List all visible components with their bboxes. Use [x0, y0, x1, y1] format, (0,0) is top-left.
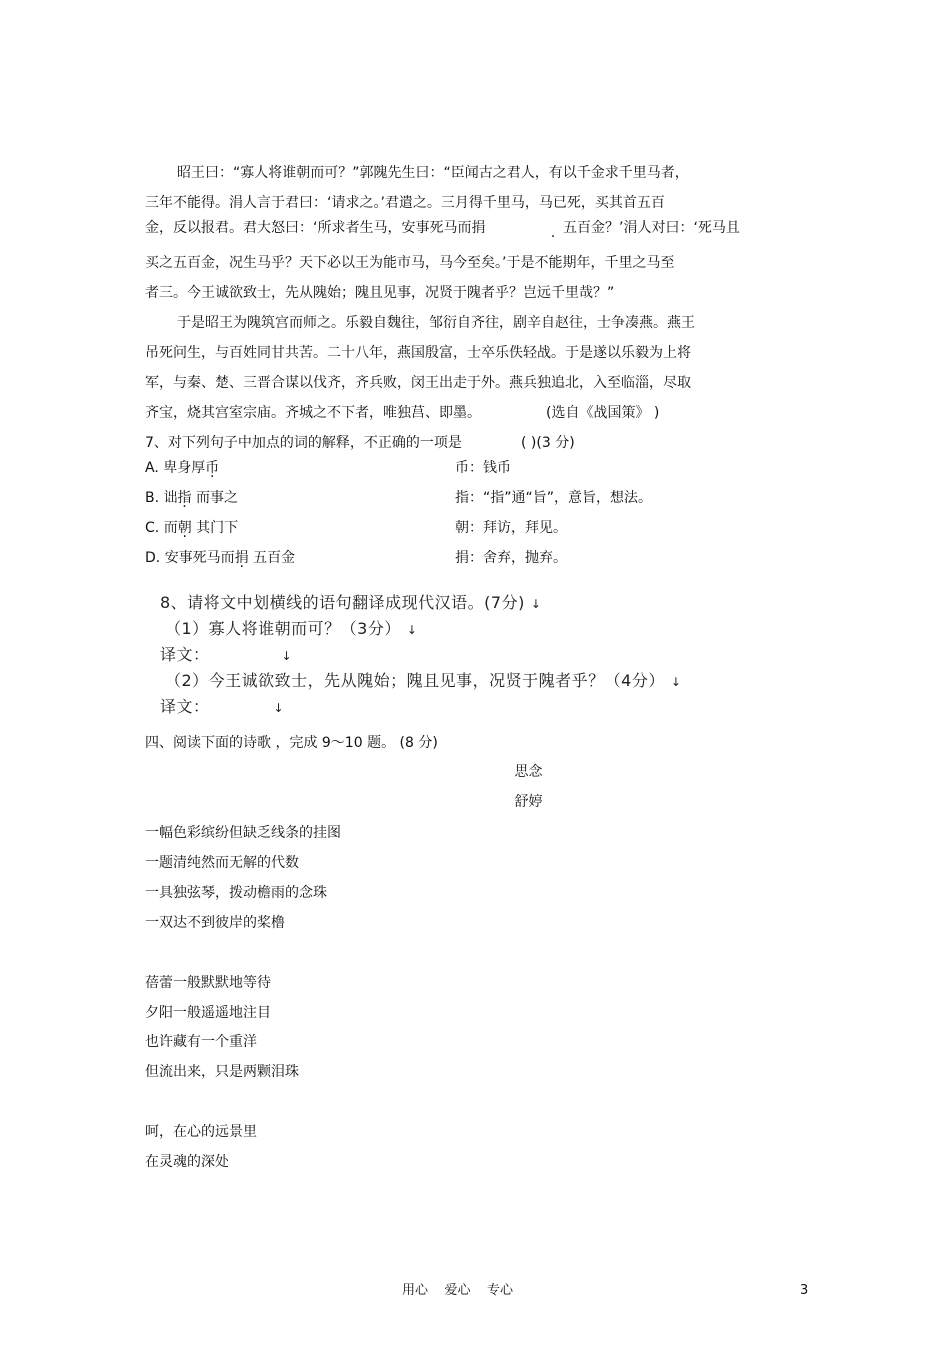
return-arrow-icon: ↓ [670, 675, 682, 689]
option-text: 其门下 [191, 520, 239, 536]
q8-stem-text: 8、请将文中划横线的语句翻译成现代汉语。(7分) [160, 593, 525, 612]
q8-sub2-text: （2）今王诚欲致士，先从隗始；隗且见事，况贤于隗者乎？（4分） [165, 671, 665, 690]
poem-line: 但流出来，只是两颗泪珠 [145, 1064, 299, 1080]
poem-line: 夕阳一般遥遥地注目 [145, 1005, 271, 1021]
page-number: 3 [800, 1283, 809, 1298]
dotted-word: 捐 [234, 550, 249, 566]
option-letter: B. [145, 490, 160, 506]
dotted-word: 币 [205, 460, 220, 476]
q7-stem: 7、对下列句子中加点的词的解释，不正确的一项是 [145, 435, 462, 451]
q7-option-a [145, 458, 219, 478]
option-letter: D. [145, 550, 161, 566]
option-text: 安事死马而 [164, 550, 235, 566]
passage-line: 于是昭王为隗筑宫而师之。乐毅自魏往，邹衍自齐往，剧辛自赵往，士争凑燕。燕王 [177, 315, 695, 331]
option-text: 而事之 [191, 490, 238, 506]
poem-line: 也许藏有一个重洋 [145, 1034, 257, 1050]
q8-trans1 [160, 644, 292, 667]
passage-line-tail: 五百金？’涓人对曰：‘死马且 [563, 220, 740, 236]
passage-line: 者三。今王诚欲致士，先从隗始；隗且见事，况贤于隗者乎？岂远千里哉？” [145, 285, 615, 301]
footer-motto: 用心 爱心 专心 [402, 1283, 514, 1298]
poem-author: 舒婷 [514, 794, 543, 810]
q7-option-d [145, 548, 295, 568]
passage-source: (选自《战国策》 ) [546, 405, 660, 421]
poem-line: 呵，在心的远景里 [145, 1124, 257, 1140]
q7-bracket: ( )(3 分) [521, 435, 575, 451]
option-text: 卑身厚 [163, 460, 206, 476]
poem-line: 一双达不到彼岸的桨橹 [145, 915, 285, 931]
q7-option-b [145, 488, 238, 508]
dotted-word: 指 [177, 490, 192, 506]
translation-label: 译文： [160, 645, 210, 664]
section4-heading: 四、阅读下面的诗歌 ，完成 9～10 题。 (8 分) [145, 735, 438, 751]
passage-line: 齐宝，烧其宫室宗庙。齐城之不下者，唯独莒、即墨。 [145, 405, 481, 421]
q7-answer-d: 捐：舍弃，抛弃。 [455, 550, 567, 566]
q7-answer-c: 朝：拜访，拜见。 [455, 520, 567, 536]
option-text: 而 [163, 520, 178, 536]
q8-sub2 [165, 670, 681, 693]
q8-sub1-text: （1）寡人将谁朝而可？（3分） [165, 619, 401, 638]
option-text: 诎 [163, 490, 178, 506]
q7-answer-a: 币：钱币 [455, 460, 511, 476]
poem-line: 一具独弦琴，拨动檐雨的念珠 [145, 885, 327, 901]
q8-sub1 [165, 618, 417, 641]
option-letter: C. [145, 520, 160, 536]
q7-option-c [145, 518, 238, 538]
poem-line: 在灵魂的深处 [145, 1154, 229, 1170]
q8-stem [160, 592, 541, 615]
passage-line: 吊死问生，与百姓同甘共苦。二十八年，燕国殷富，士卒乐佚轻战。于是遂以乐毅为上将 [145, 345, 691, 361]
return-arrow-icon: ↓ [281, 649, 293, 663]
poem-title: 思念 [514, 764, 543, 780]
passage-line: 军，与秦、楚、三晋合谋以伐齐，齐兵败，闵王出走于外。燕兵独追北，入至临淄，尽取 [145, 375, 691, 391]
poem-line: 蓓蕾一般默默地等待 [145, 975, 271, 991]
return-arrow-icon: ↓ [530, 597, 542, 611]
return-arrow-icon: ↓ [406, 623, 418, 637]
dotted-word: 朝 [177, 520, 192, 536]
return-arrow-icon: ↓ [273, 701, 285, 715]
q8-trans2 [160, 696, 284, 719]
passage-line: 金，反以报君。君大怒曰：‘所求者生马，安事死马而捐 [145, 220, 486, 236]
poem-line: 一幅色彩缤纷但缺乏线条的挂图 [145, 825, 341, 841]
passage-line: 买之五百金，况生马乎？天下必以王为能市马，马今至矣。’于是不能期年，千里之马至 [145, 255, 675, 271]
q7-answer-b: 指：“指”通“旨”，意旨，想法。 [455, 490, 653, 506]
passage-line-dot [553, 218, 740, 238]
option-text: 五百金 [248, 550, 296, 566]
passage-line: 昭王曰：“寡人将谁朝而可？”郭隗先生曰：“臣闻古之君人，有以千金求千里马者， [177, 165, 689, 181]
poem-line: 一题清纯然而无解的代数 [145, 855, 299, 871]
passage-line: 三年不能得。涓人言于君曰：‘请求之。’君遣之。三月得千里马，马已死，买其首五百 [145, 195, 665, 211]
translation-label: 译文： [160, 697, 210, 716]
option-letter: A. [145, 460, 159, 476]
